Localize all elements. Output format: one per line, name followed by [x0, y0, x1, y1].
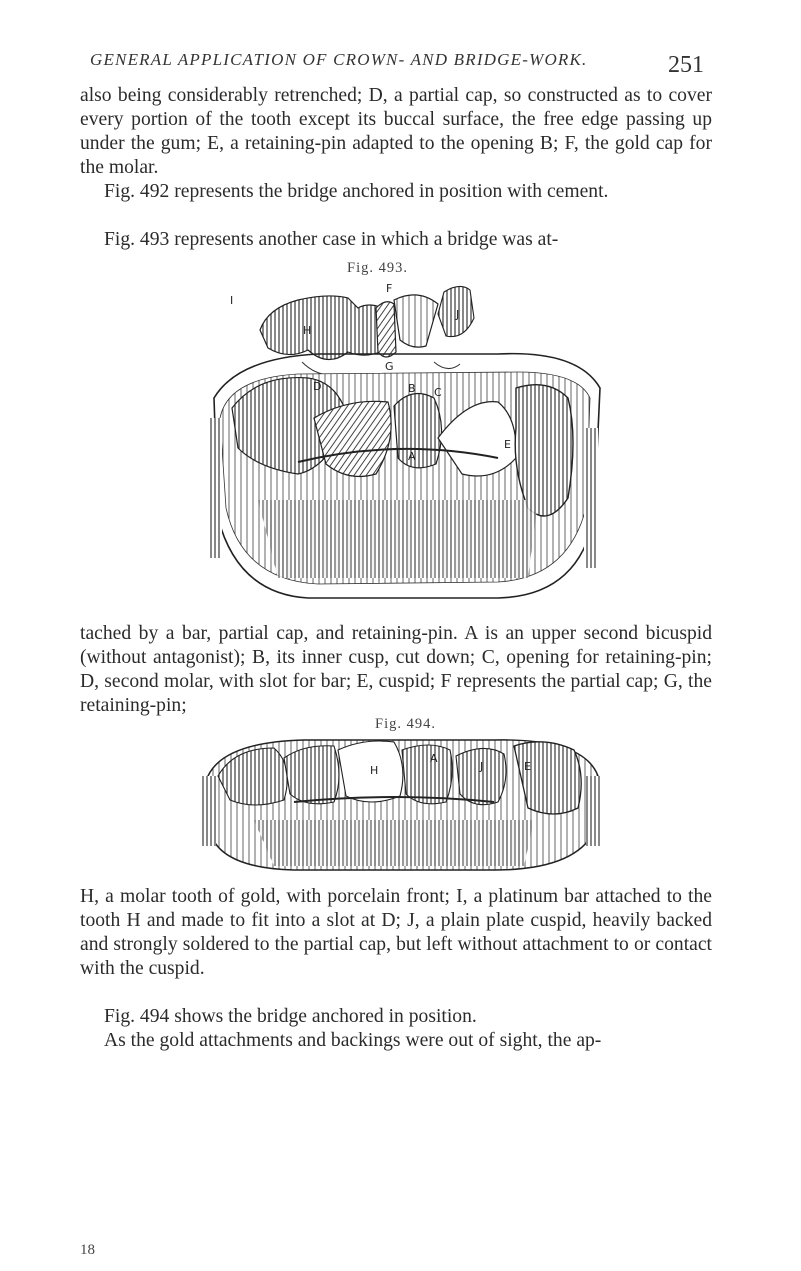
fig494-label-a: A: [430, 752, 438, 765]
paragraph-6: Fig. 494 shows the bridge anchored in position.: [104, 1006, 477, 1027]
fig494-label-e: E: [524, 760, 531, 773]
paragraph-5: H, a molar tooth of gold, with porcelain front; I, a platinum bar attached to the tooth H and made to fit into a slot at D; J, a plain plate cuspid, heavily backed and strongly soldered to the partial cap, but left without attachment to or contact with the cuspid.: [80, 886, 712, 979]
running-head: GENERAL APPLICATION OF CROWN- AND BRIDGE-WORK.: [90, 50, 588, 69]
paragraph-2: Fig. 492 represents the bridge anchored in position with cement.: [104, 181, 609, 202]
fig493-label-d: D: [313, 380, 322, 393]
bridge-in-position: [202, 740, 600, 870]
figure-493-caption: Fig. 493.: [347, 260, 408, 276]
figure-494-illustration: [194, 736, 606, 872]
upper-bridge: [260, 286, 474, 374]
fig493-label-g: G: [385, 360, 394, 373]
lower-jaw: [208, 354, 600, 598]
figure-494-caption: Fig. 494.: [375, 716, 436, 732]
fig493-label-i: I: [230, 294, 234, 307]
fig493-label-c: C: [434, 386, 442, 399]
paragraph-4: tached by a bar, partial cap, and retaining-pin. A is an upper second bicuspid (without antagonist); B, its inner cusp, cut down; C, opening for retaining-pin; D, second molar, with slot for bar; E, cuspid; F represents the partial cap; G, the retaining-pin;: [80, 623, 712, 716]
paragraph-7: As the gold attachments and backings were out of sight, the ap-: [104, 1030, 602, 1051]
figure-493-illustration: [198, 278, 608, 610]
fig494-label-h: H: [370, 764, 379, 777]
fig493-label-f: F: [386, 282, 393, 295]
fig493-label-a: A: [408, 450, 416, 463]
paragraph-1: also being considerably retrenched; D, a partial cap, so constructed as to cover every portion of the tooth except its buccal surface, the free edge passing up under the gum; E, a retaining-pin adapted to the opening B; F, the gold cap for the molar.: [80, 85, 712, 178]
fig493-label-h: H: [303, 324, 312, 337]
fig493-label-j: J: [456, 308, 460, 321]
signature-mark: 18: [80, 1242, 95, 1258]
page-number: 251: [668, 52, 704, 78]
fig493-label-e: E: [504, 438, 511, 451]
fig494-label-j: J: [480, 760, 484, 773]
fig493-label-b: B: [408, 382, 416, 395]
paragraph-3: Fig. 493 represents another case in which a bridge was at-: [104, 229, 559, 250]
